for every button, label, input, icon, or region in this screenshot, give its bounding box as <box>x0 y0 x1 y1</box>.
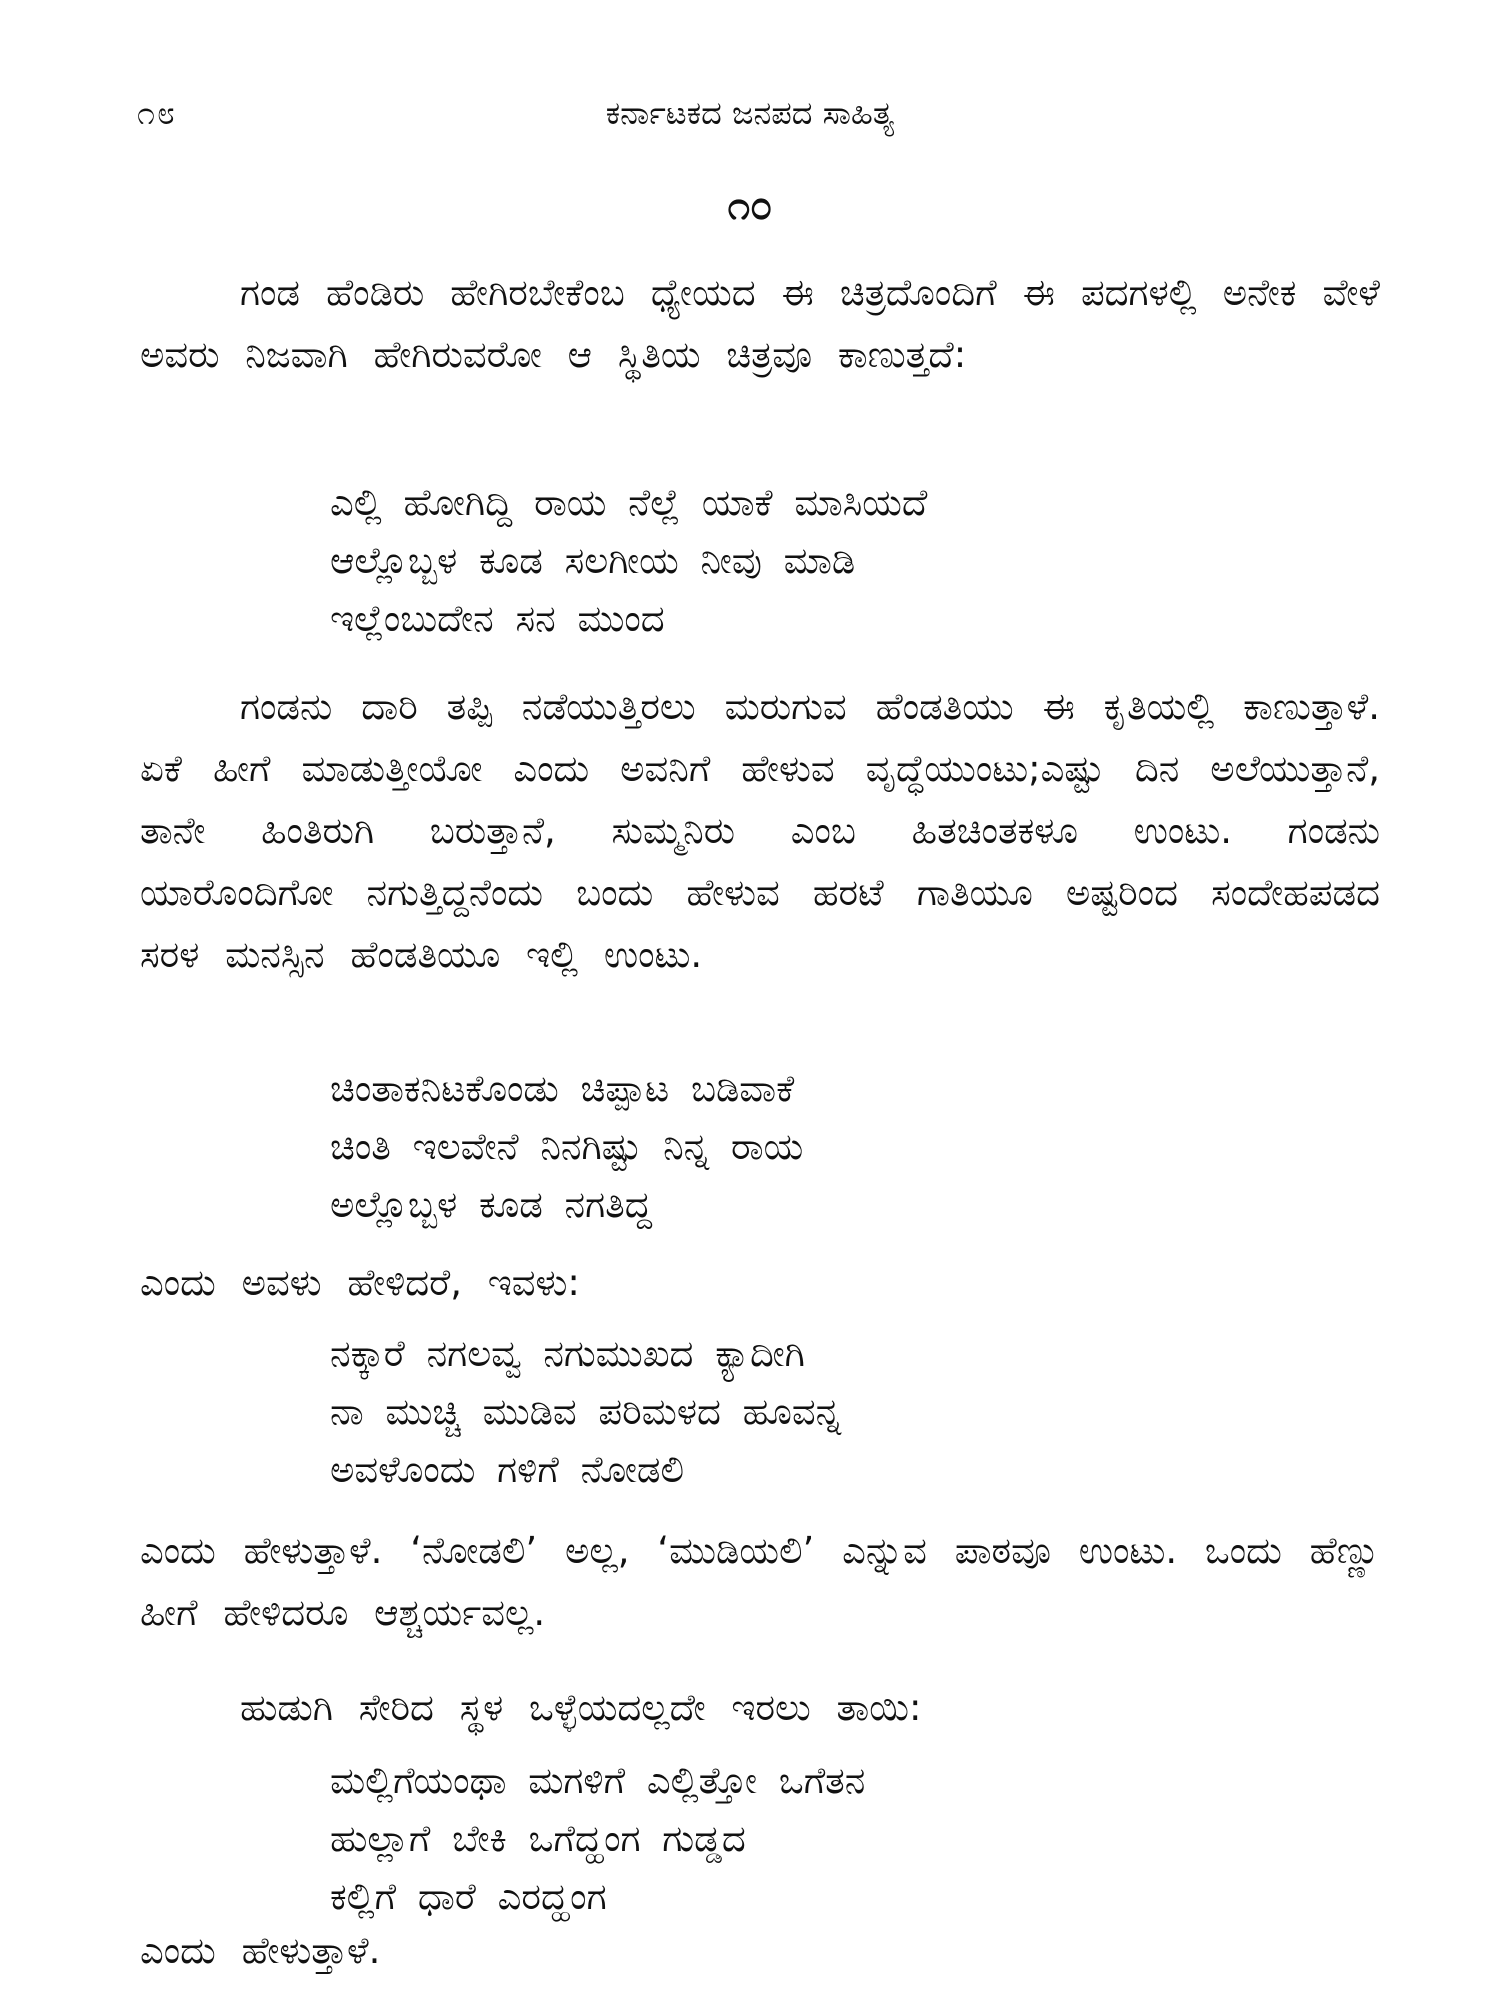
verse-2 <box>330 1060 1330 1234</box>
paragraph-3: ಎಂದು ಅವಳು ಹೇಳಿದರೆ, ಇವಳು: <box>140 1261 580 1304</box>
verse-3 <box>330 1325 1330 1499</box>
paragraph-6: ಎಂದು ಹೇಳುತ್ತಾಳೆ. <box>140 1929 381 1972</box>
verse-line: ಕಲ್ಲಿಗೆ ಧಾರೆ ಎರದ್ಹಂಗ <box>330 1875 607 1918</box>
verse-line: ಅಲ್ಲೊಬ್ಬಳ ಕೂಡ ನಗತಿದ್ದ <box>330 1183 653 1226</box>
verse-line: ಮಲ್ಲಿಗೆಯಂಥಾ ಮಗಳಿಗೆ ಎಲ್ಲಿತ್ತೋ ಒಗೆತನ <box>330 1759 866 1802</box>
verse-line: ಇಲ್ಲೆಂಬುದೇನ ಸನ ಮುಂದ <box>330 597 665 640</box>
book-title: ಕರ್ನಾಟಕದ ಜನಪದ ಸಾಹಿತ್ಯ <box>605 94 895 132</box>
verse-line: ಚಿಂತಾಕನಿಟಕೊಂಡು ಚಿಪ್ಪಾಟ ಬಡಿವಾಕೆ <box>330 1067 795 1110</box>
verse-line: ಚಿಂತಿ ಇಲವೇನೆ ನಿನಗಿಷ್ಟು ನಿನ್ನ ರಾಯ <box>330 1125 804 1168</box>
paragraph-1: ಗಂಡ ಹೆಂಡಿರು ಹೇಗಿರಬೇಕೆಂಬ ಧ್ಯೇಯದ ಈ ಚಿತ್ರದೊಂದಿಗೆ ಈ ಪದಗಳಲ್ಲಿ ಅನೇಕ ವೇಳೆ ಅವರು ನಿಜವಾಗಿ ಹೇಗಿರುವರೋ ಆ ಸ್ಥಿತಿಯ ಚಿತ್ರವೂ ಕಾಣುತ್ತದೆ: <box>140 271 1380 376</box>
paragraph-2: ಗಂಡನು ದಾರಿ ತಪ್ಪಿ ನಡೆಯುತ್ತಿರಲು ಮರುಗುವ ಹೆಂಡತಿಯು ಈ ಕೃತಿಯಲ್ಲಿ ಕಾಣುತ್ತಾಳೆ. ಏಕೆ ಹೀಗೆ ಮಾಡುತ್ತೀಯೋ ಎಂದು ಅವನಿಗೆ ಹೇಳುವ ವೃದ್ಧೆಯುಂಟು;ಎಷ್ಟು ದಿನ ಅಲೆಯುತ್ತಾನೆ, ತಾನೇ ಹಿಂತಿರುಗಿ ಬರುತ್ತಾನೆ, ಸುಮ್ಮನಿರು ಎಂಬ ಹಿತಚಿಂತಕಳೂ ಉಂಟು. ಗಂಡನು ಯಾರೊಂದಿಗೋ ನಗುತ್ತಿದ್ದನೆಂದು ಬಂದು ಹೇಳುವ ಹರಟೆ ಗಾತಿಯೂ ಅಷ್ಟರಿಂದ ಸಂದೇಹಪಡದ ಸರಳ ಮನಸ್ಸಿನ ಹೆಂಡತಿಯೂ ಇಲ್ಲಿ ಉಂಟು. <box>140 685 1380 976</box>
running-header <box>0 88 1500 138</box>
verse-line: ಆಲ್ಲೊಬ್ಬಳ ಕೂಡ ಸಲಗೀಯ ನೀವು ಮಾಡಿ <box>330 539 856 582</box>
verse-line: ಅವಳೊಂದು ಗಳಿಗೆ ನೋಡಲಿ <box>330 1448 685 1491</box>
verse-line: ನಕ್ಕಾರೆ ನಗಲವ್ವ ನಗುಮುಖದ ಕ್ಯಾದೀಗಿ <box>330 1332 805 1375</box>
verse-1 <box>330 474 1330 648</box>
verse-line: ಎಲ್ಲಿ ಹೋಗಿದ್ದಿ ರಾಯ ನೆಲ್ಲೆ ಯಾಕೆ ಮಾಸಿಯದೆ <box>330 481 928 524</box>
paragraph-4: ಎಂದು ಹೇಳುತ್ತಾಳೆ. ‘ನೋಡಲಿ’ ಅಲ್ಲ, ‘ಮುಡಿಯಲಿ’ ಎನ್ನುವ ಪಾಠವೂ ಉಂಟು. ಒಂದು ಹೆಣ್ಣು ಹೀಗೆ ಹೇಳಿದರೂ ಆಶ್ಚರ್ಯವಲ್ಲ. <box>140 1529 1380 1634</box>
verse-line: ನಾ ಮುಚ್ಚಿ ಮುಡಿವ ಪರಿಮಳದ ಹೂವನ್ನ <box>330 1390 842 1433</box>
section-number: ೧೦ <box>727 183 773 229</box>
paragraph-5: ಹುಡುಗಿ ಸೇರಿದ ಸ್ಥಳ ಒಳ್ಳೆಯದಲ್ಲದೇ ಇರಲು ತಾಯಿ: <box>240 1686 922 1729</box>
page-number: ೧೮ <box>137 94 177 132</box>
verse-line: ಹುಲ್ಲಾಗೆ ಬೇಕಿ ಒಗೆದ್ಹಂಗ ಗುಡ್ಡದ <box>330 1817 746 1860</box>
verse-4 <box>330 1752 1330 1926</box>
